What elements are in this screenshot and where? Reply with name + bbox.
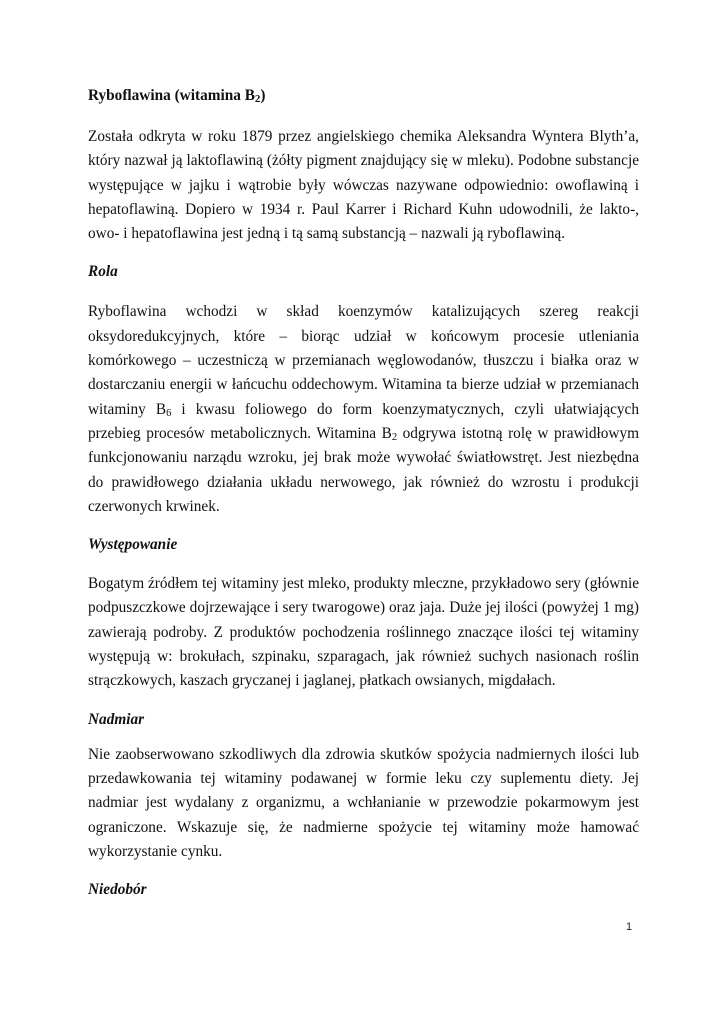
document-body	[88, 86, 639, 900]
heading-wystepowanie: Występowanie	[88, 536, 178, 554]
paragraph-role	[88, 300, 639, 519]
subscript-b2: 2	[391, 431, 398, 443]
heading-nadmiar: Nadmiar	[88, 710, 145, 728]
heading-niedobor: Niedobór	[88, 881, 147, 899]
paragraph-role-part-2: i kwasu foliowego do form koenzymatycznych, czyli ułatwiających przebieg procesów metabolicznych. Witamina B	[88, 400, 639, 442]
paragraph-role-part-3: odgrywa istotną rolę w prawidłowym funkcjonowaniu narządu wzroku, jej brak może wywołać światłowstręt. Jest niezbędna do prawidłowego działania układu nerwowego, jak również do wzrostu i produkcji czerwonych krwinek.	[88, 424, 640, 515]
title-text: Ryboflawina (witamina B	[88, 87, 255, 104]
paragraph-occurrence: Bogatym źródłem tej witaminy jest mleko, produkty mleczne, przykładowo sery (głównie podpuszczkowe dojrzewające i sery twarogowe) oraz jaja. Duże jej ilości (powyżej 1 mg) zawierają podroby. Z produktów pochodzenia roślinnego znaczące ilości tej witaminy występują w: brokułach, szpinaku, szparagach, jak również suchych nasionach roślin strączkowych, kaszach gryczanej i jaglanej, płatkach owsianych, migdałach.	[88, 575, 639, 690]
heading-rola: Rola	[88, 263, 118, 281]
document-title	[88, 86, 639, 106]
page-number: 1	[626, 921, 633, 933]
title-subscript: 2	[254, 93, 261, 105]
title-closing: )	[260, 87, 266, 104]
paragraph-role-part-1: Ryboflawina wchodzi w skład koenzymów katalizujących szereg reakcji oksydoredukcyjnych, które – biorąc udział w końcowym procesie utleniania komórkowego – uczestniczą w przemianach węglowodanów, tłuszczu i białka oraz w dostarczaniu energii w łańcuchu oddechowym. Witamina ta bierze udział w przemianach witaminy B	[88, 303, 639, 418]
paragraph-discovery: Została odkryta w roku 1879 przez angielskiego chemika Aleksandra Wyntera Blyth’a, który nazwał ją laktoflawiną (żółty pigment znajdujący się w mleku). Podobne substancje występujące w jajku i wątrobie były wówczas nazywane odpowiednio: owoflawiną i hepatoflawiną. Dopiero w 1934 r. Paul Karrer i Richard Kuhn udowodnili, że lakto-, owo- i hepatoflawina jest jedną i tą samą substancją – nazwali ją ryboflawiną.	[88, 128, 639, 243]
paragraph-excess: Nie zaobserwowano szkodliwych dla zdrowia skutków spożycia nadmiernych ilości lub przedawkowania tej witaminy podawanej w formie leku czy suplementu diety. Jej nadmiar jest wydalany z organizmu, a wchłanianie w przewodzie pokarmowym jest ograniczone. Wskazuje się, że nadmierne spożycie tej witaminy może hamować wykorzystanie cynku.	[88, 745, 639, 860]
subscript-b6: 6	[166, 407, 172, 419]
